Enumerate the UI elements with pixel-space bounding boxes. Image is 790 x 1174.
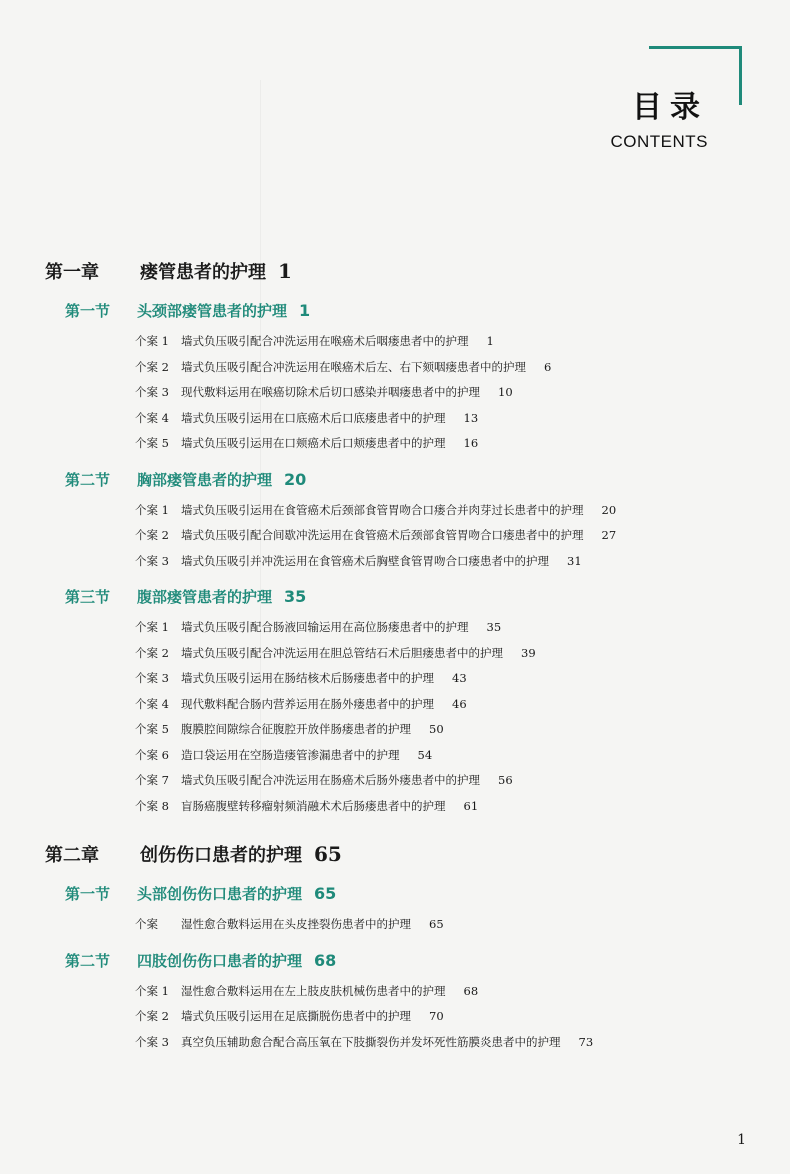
case-id: 个案 5 (135, 436, 169, 450)
case-page: 6 (544, 359, 552, 374)
case-title: 造口袋运用在空肠造瘘管渗漏患者中的护理 (181, 747, 400, 762)
chapter-page: 1 (278, 259, 292, 283)
section-page: 20 (284, 469, 307, 489)
toc-entry (135, 431, 745, 457)
section-number: 第二节 (65, 951, 111, 970)
chapter-title: 创伤伤口患者的护理 (140, 845, 302, 866)
case-id: 个案 1 (135, 334, 169, 348)
toc-entry (135, 979, 745, 1005)
case-id: 个案 4 (135, 696, 169, 711)
case-title: 墙式负压吸引运用在口底癌术后口底瘘患者中的护理 (181, 410, 446, 425)
chapter-title: 瘘管患者的护理 (140, 262, 266, 283)
case-title: 真空负压辅助愈合配合高压氧在下肢撕裂伤并发坏死性筋膜炎患者中的护理 (181, 1034, 561, 1049)
section-heading (65, 950, 745, 971)
case-title: 墙式负压吸引运用在肠结核术后肠瘘患者中的护理 (181, 671, 434, 685)
case-title: 墙式负压吸引配合肠液回输运用在高位肠瘘患者中的护理 (181, 620, 469, 634)
section-title: 头颈部瘘管患者的护理 (137, 302, 288, 320)
section-page: 1 (299, 301, 311, 320)
case-id: 个案 6 (135, 747, 169, 762)
section-page: 68 (314, 950, 337, 970)
case-page: 46 (452, 696, 467, 711)
section-heading (65, 300, 745, 321)
section-page: 65 (314, 884, 337, 903)
case-page: 65 (429, 917, 444, 931)
toc-entry (135, 329, 745, 355)
toc-entry (135, 615, 745, 641)
case-title: 湿性愈合敷料运用在头皮挫裂伤患者中的护理 (181, 917, 411, 931)
table-of-contents (45, 252, 745, 1055)
case-page: 54 (417, 747, 433, 762)
case-page: 70 (429, 1009, 444, 1023)
case-id: 个案 3 (135, 385, 169, 399)
case-title: 墙式负压吸引运用在食管癌术后颈部食管胃吻合口瘘合并肉芽过长患者中的护理 (181, 502, 584, 517)
chapter-heading (45, 841, 745, 867)
section-title: 四肢创伤伤口患者的护理 (137, 951, 303, 970)
case-page: 39 (521, 645, 536, 660)
case-id: 个案 2 (135, 528, 169, 542)
toc-entry (135, 1030, 745, 1056)
section-title: 头部创伤伤口患者的护理 (137, 885, 303, 903)
case-id: 个案 5 (135, 722, 169, 736)
case-page: 10 (498, 385, 513, 399)
case-title: 腹膜腔间隙综合征腹腔开放伴肠瘘患者的护理 (181, 722, 411, 736)
case-page: 16 (463, 436, 479, 450)
toc-entry (135, 743, 745, 769)
case-title: 盲肠癌腹壁转移瘤射频消融术术后肠瘘患者中的护理 (181, 798, 446, 813)
case-page: 31 (567, 553, 582, 568)
toc-entry (135, 406, 745, 432)
case-title: 墙式负压吸引运用在口颊癌术后口颊瘘患者中的护理 (181, 436, 446, 450)
case-title: 墙式负压吸引配合冲洗运用在胆总管结石术后胆瘘患者中的护理 (181, 645, 503, 660)
case-page: 35 (486, 620, 502, 634)
case-id: 个案 1 (135, 983, 169, 998)
case-id: 个案 (135, 917, 158, 931)
case-title: 墙式负压吸引并冲洗运用在食管癌术后胸壁食管胃吻合口瘘患者中的护理 (181, 553, 549, 568)
toc-header (611, 82, 709, 152)
case-page: 13 (463, 410, 479, 425)
toc-entry (135, 717, 745, 743)
toc-entry (135, 498, 745, 524)
toc-entry (135, 641, 745, 667)
case-page: 27 (601, 528, 617, 542)
case-id: 个案 1 (135, 620, 169, 634)
page-subtitle: CONTENTS (610, 132, 708, 151)
case-id: 个案 2 (135, 1009, 169, 1023)
case-page: 50 (429, 722, 444, 736)
case-id: 个案 7 (135, 773, 169, 787)
toc-entry (135, 912, 745, 938)
case-id: 个案 2 (135, 359, 169, 374)
case-title: 现代敷料配合肠内营养运用在肠外瘘患者中的护理 (181, 696, 434, 711)
toc-entry (135, 1004, 745, 1030)
toc-entry (135, 794, 745, 820)
case-page: 56 (498, 773, 513, 787)
case-id: 个案 3 (135, 1034, 169, 1049)
section-title: 腹部瘘管患者的护理 (137, 588, 273, 606)
toc-entry (135, 549, 745, 575)
case-page: 20 (601, 502, 617, 517)
toc-entry (135, 692, 745, 718)
case-page: 1 (486, 334, 494, 348)
section-heading (65, 586, 745, 607)
section-number: 第三节 (65, 588, 111, 606)
page-title: 目录 (632, 90, 708, 125)
page-number: 1 (737, 1132, 746, 1148)
case-title: 现代敷料运用在喉癌切除术后切口感染并咽瘘患者中的护理 (181, 385, 480, 399)
chapter-number: 第一章 (45, 262, 99, 283)
section-number: 第二节 (65, 470, 111, 489)
section-title: 胸部瘘管患者的护理 (137, 470, 273, 489)
toc-entry (135, 380, 745, 406)
case-title: 墙式负压吸引配合冲洗运用在喉癌术后咽瘘患者中的护理 (181, 334, 469, 348)
case-title: 湿性愈合敷料运用在左上肢皮肤机械伤患者中的护理 (181, 983, 446, 998)
case-page: 73 (578, 1034, 594, 1049)
toc-entry (135, 523, 745, 549)
case-page: 68 (463, 983, 479, 998)
case-id: 个案 1 (135, 502, 169, 517)
case-title: 墙式负压吸引配合冲洗运用在喉癌术后左、右下颏咽瘘患者中的护理 (181, 359, 526, 374)
section-heading (65, 469, 745, 490)
case-page: 43 (452, 671, 467, 685)
section-page: 35 (284, 587, 307, 606)
section-heading (65, 883, 745, 904)
section-number: 第一节 (65, 885, 111, 903)
case-title: 墙式负压吸引运用在足底撕脱伤患者中的护理 (181, 1009, 411, 1023)
toc-entry (135, 355, 745, 381)
case-title: 墙式负压吸引配合间歇冲洗运用在食管癌术后颈部食管胃吻合口瘘患者中的护理 (181, 528, 584, 542)
case-id: 个案 4 (135, 410, 169, 425)
section-number: 第一节 (65, 302, 111, 320)
case-id: 个案 3 (135, 553, 169, 568)
toc-entry (135, 666, 745, 692)
toc-entry (135, 768, 745, 794)
case-id: 个案 2 (135, 645, 169, 660)
case-page: 61 (463, 798, 479, 813)
case-title: 墙式负压吸引配合冲洗运用在肠癌术后肠外瘘患者中的护理 (181, 773, 480, 787)
chapter-page: 65 (314, 842, 342, 866)
chapter-number: 第二章 (45, 845, 99, 866)
case-id: 个案 3 (135, 671, 169, 685)
chapter-heading (45, 258, 745, 284)
case-id: 个案 8 (135, 798, 169, 813)
